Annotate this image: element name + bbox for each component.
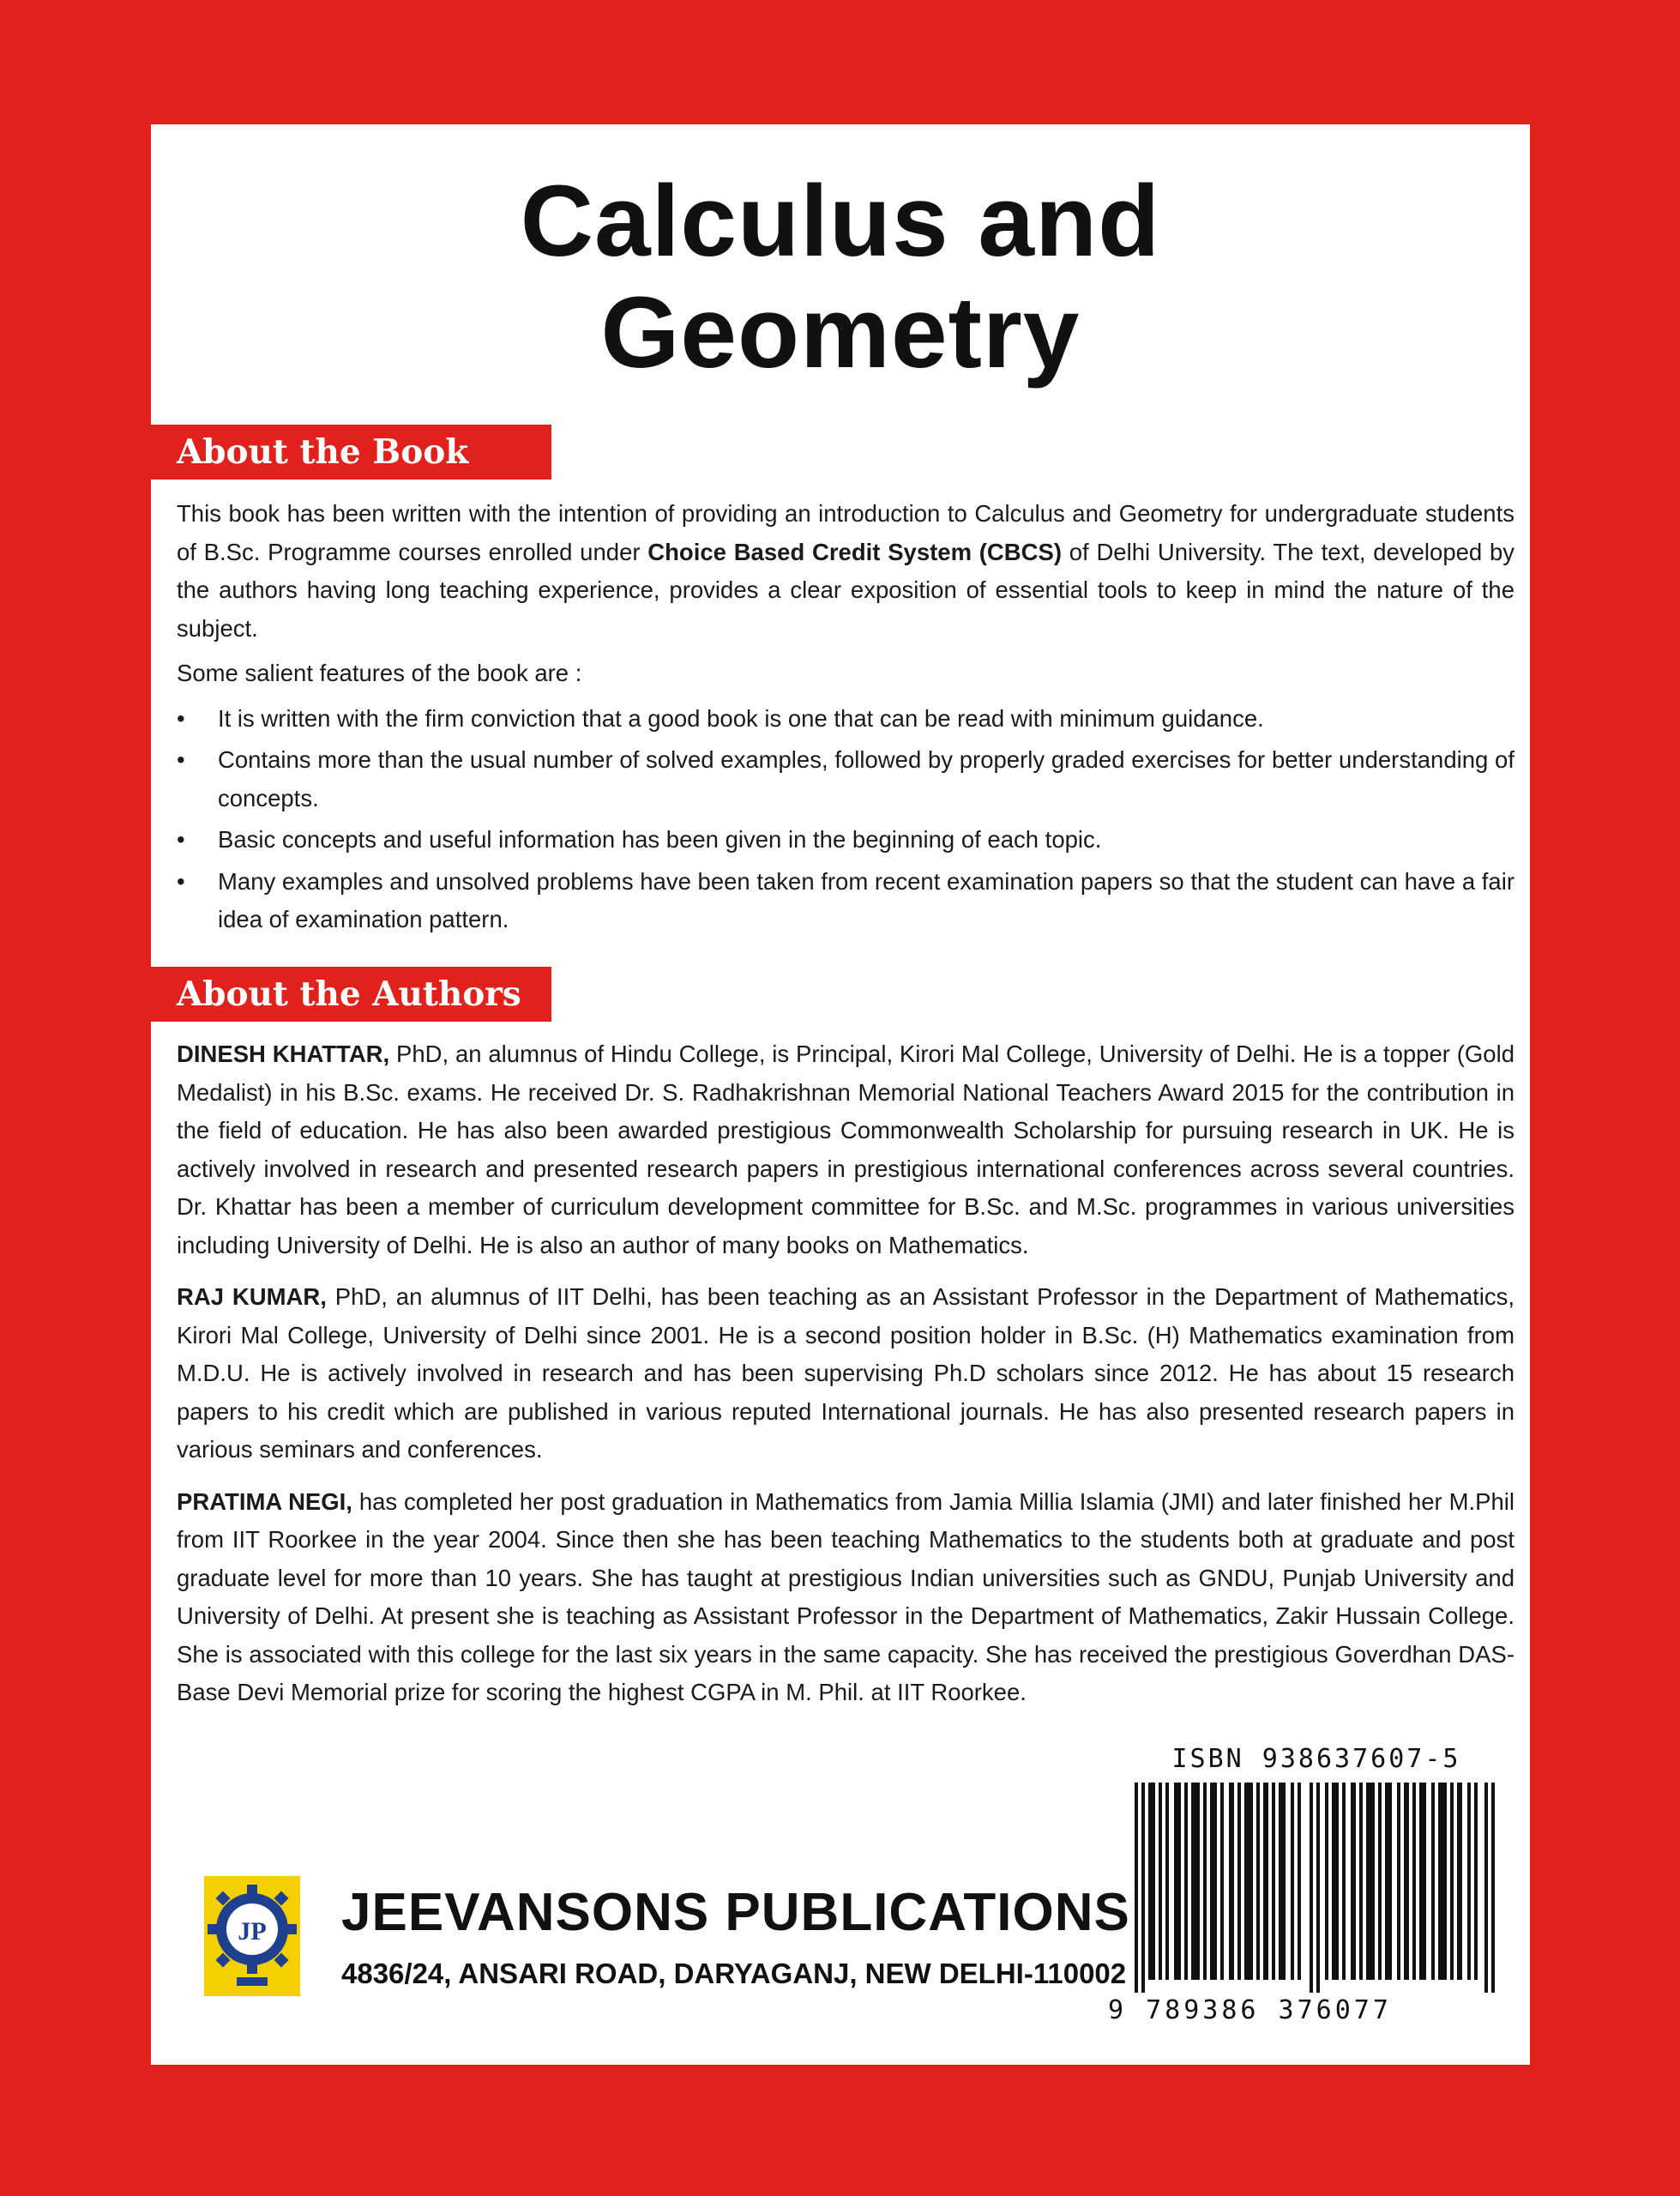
author-bio xyxy=(177,1483,1514,1712)
author-bio xyxy=(177,1278,1514,1469)
barcode-digits: 9 789386 376077 xyxy=(1108,1995,1392,2025)
about-authors-section xyxy=(177,1035,1514,1726)
author-bio-text: PhD, an alumnus of IIT Delhi, has been teaching as an Assistant Professor in the Department of Mathematics, Kirori Mal College, University of Delhi since 2001. He is a second position holder in B.Sc. (H) Mathematics examination from M.D.U. He is actively involved in research and has been supervising Ph.D scholars since 2012. He has about 15 research papers to his credit which are published in various reputed International journals. He has also presented research papers in various seminars and conferences. xyxy=(177,1283,1515,1463)
features-lead: Some salient features of the book are : xyxy=(177,660,582,686)
feature-text: Contains more than the usual number of solved examples, followed by properly graded exercises for better understanding of concepts. xyxy=(218,746,1514,811)
feature-text: Many examples and unsolved problems have been taken from recent examination papers so that the student can have a fair idea of examination pattern. xyxy=(218,867,1514,932)
feature-text: It is written with the firm conviction that a good book is one that can be read with minimum guidance. xyxy=(218,704,1264,732)
book-title xyxy=(151,166,1530,389)
about-authors-heading: About the Authors xyxy=(151,967,551,1022)
list-item xyxy=(177,821,1514,860)
publisher-name: JEEVANSONS PUBLICATIONS xyxy=(341,1883,1130,1942)
about-book-intro xyxy=(177,495,1514,648)
book-title-line2: Geometry xyxy=(600,276,1081,389)
bullet-icon: • xyxy=(177,826,185,853)
bullet-icon: • xyxy=(177,746,185,773)
list-item xyxy=(177,863,1514,939)
list-item xyxy=(177,741,1514,817)
barcode-image xyxy=(1135,1783,1495,1993)
barcode-bars xyxy=(1135,1783,1495,1993)
content-panel xyxy=(151,124,1530,2065)
logo-text: JP xyxy=(238,1917,267,1946)
publisher-logo xyxy=(204,1876,300,1996)
about-book-heading: About the Book xyxy=(151,425,551,480)
author-name: PRATIMA NEGI, xyxy=(177,1487,352,1515)
author-name: RAJ KUMAR, xyxy=(177,1283,327,1310)
features-list xyxy=(177,700,1514,939)
intro-text-part2: of Delhi University. The text, developed by the authors having long teaching experience, provides a clear exposition of essential tools to keep in mind the nature of the subject. xyxy=(177,538,1514,642)
bullet-icon: • xyxy=(177,867,185,895)
intro-text-bold: Choice Based Credit System (CBCS) xyxy=(647,538,1063,565)
intro-text-part1: This book has been written with the intention of providing an introduction to Calculus and Geometry for undergraduate students of B.Sc. Programme courses enrolled under xyxy=(177,500,1514,565)
bullet-icon: • xyxy=(177,704,185,732)
logo-base xyxy=(237,1977,268,1986)
author-bio-text: PhD, an alumnus of Hindu College, is Principal, Kirori Mal College, University of Delhi. He is a topper (Gold Medalist) in his B.Sc. exams. He received Dr. S. Radhakrishnan Memorial National Teachers Award 2015 for the contribution in the field of education. He has also been awarded prestigious Commonwealth Scholarship for pursuing research in UK. He is actively involved in research and presented research papers in prestigious international conferences across several countries. Dr. Khattar has been a member of curriculum development committee for B.Sc. and M.Sc. programmes in various universities including University of Delhi. He is also an author of many books on Mathematics. xyxy=(177,1041,1514,1258)
about-book-section xyxy=(177,495,1514,943)
feature-text: Basic concepts and useful information has been given in the beginning of each topic. xyxy=(218,826,1102,853)
book-title-line1: Calculus and xyxy=(520,165,1161,278)
author-name: DINESH KHATTAR, xyxy=(177,1041,390,1067)
author-bio xyxy=(177,1035,1514,1264)
list-item xyxy=(177,700,1514,739)
publisher-address: 4836/24, ANSARI ROAD, DARYAGANJ, NEW DELHI-110002 xyxy=(341,1958,1127,1989)
isbn-label: ISBN 938637607-5 xyxy=(1171,1744,1461,1774)
author-bio-text: has completed her post graduation in Mathematics from Jamia Millia Islamia (JMI) and later finished her M.Phil from IIT Roorkee in the year 2004. Since then she has been teaching Mathematics to the students both at graduate and post graduate level for more than 10 years. She has taught at prestigious Indian universities such as GNDU, Punjab University and University of Delhi. At present she is teaching as Assistant Professor in the Department of Mathematics, Zakir Hussain College. She is associated with this college for the last six years in the same capacity. She has received the prestigious Goverdhan DAS-Base Devi Memorial prize for scoring the highest CGPA in M. Phil. at IIT Roorkee. xyxy=(177,1487,1514,1705)
